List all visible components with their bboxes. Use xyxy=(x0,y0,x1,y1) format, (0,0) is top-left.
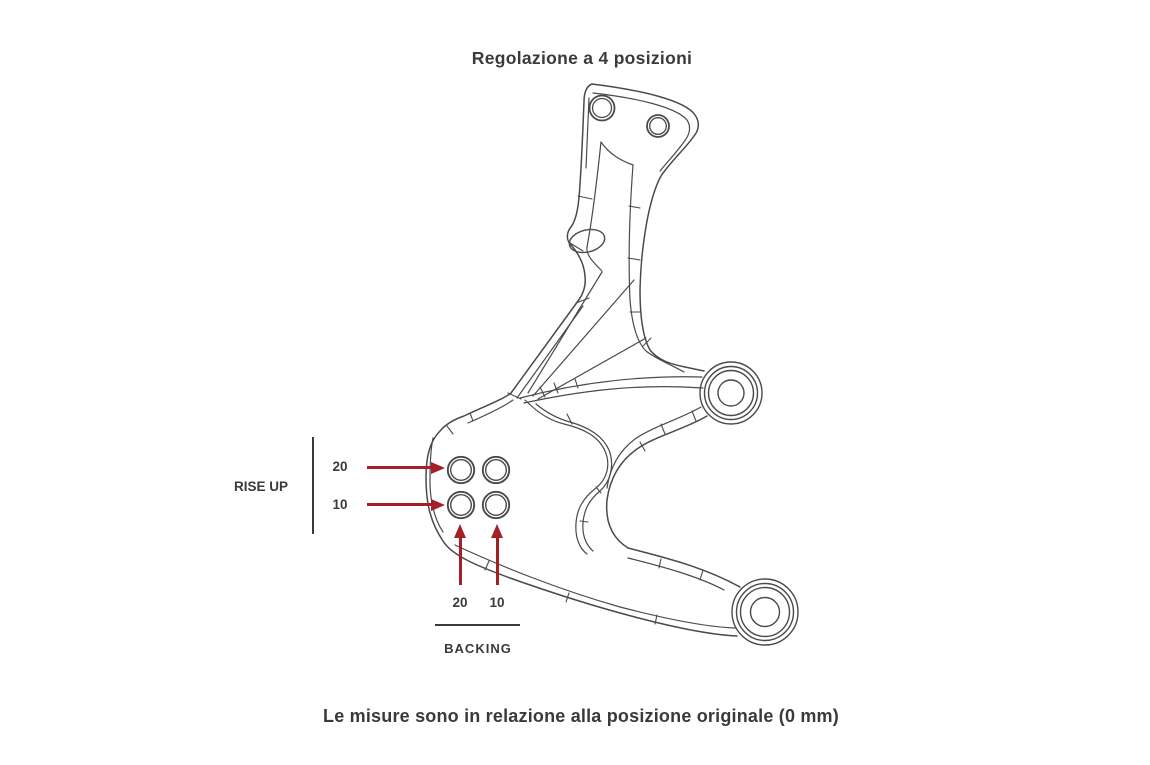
ribbon-outer-edge xyxy=(525,400,608,554)
bottom-arm-top-offset xyxy=(628,558,724,590)
mid-boss-ring-outer xyxy=(700,362,762,424)
web-between-legs xyxy=(601,142,633,165)
bottom-boss-hole xyxy=(751,598,780,627)
adjust-hole-top-left-inner xyxy=(451,460,472,481)
arm-lower-line xyxy=(524,387,703,403)
oval-slot xyxy=(567,226,607,256)
plate-inner-left xyxy=(586,98,589,168)
bottom-boss-ring-outer xyxy=(732,579,798,645)
rise-up-value-10: 10 xyxy=(332,497,348,512)
backing-value-10: 10 xyxy=(489,595,505,610)
top-plate-hole-left xyxy=(590,96,615,121)
adjust-hole-bottom-left-inner xyxy=(451,495,472,516)
adjust-hole-top-right-inner xyxy=(486,460,507,481)
rise-up-label: RISE UP xyxy=(234,479,289,494)
right-arm-inner-offset xyxy=(607,407,701,488)
page-title: Regolazione a 4 posizioni xyxy=(471,48,693,68)
mid-boss-ring-3 xyxy=(709,371,754,416)
adjust-hole-bottom-right-inner xyxy=(486,495,507,516)
bottom-boss-ring-3 xyxy=(741,588,790,637)
surface-tick-marks xyxy=(447,196,703,624)
top-plate-hole-right-inner xyxy=(650,118,667,135)
bracket-outline-top xyxy=(592,84,704,371)
backing-divider-line xyxy=(435,624,520,626)
diagram-caption: Le misure sono in relazione alla posizione originale (0 mm) xyxy=(323,706,839,726)
rise-up-value-20: 20 xyxy=(332,459,348,474)
mid-boss-ring-2 xyxy=(705,367,758,420)
adjust-hole-bottom-right xyxy=(483,492,509,518)
bottom-boss-ring-2 xyxy=(737,584,794,641)
right-leg-inner-edge xyxy=(629,165,684,372)
rise-up-divider-line xyxy=(312,437,314,534)
bracket-outline-sweep xyxy=(607,416,740,587)
top-plate-hole-left-inner xyxy=(593,99,612,118)
backing-label: BACKING xyxy=(444,641,512,656)
left-leg-sliver-line xyxy=(517,306,583,398)
adjust-hole-top-left xyxy=(448,457,474,483)
mid-boss-hole xyxy=(718,380,744,406)
adjust-hole-top-right xyxy=(483,457,509,483)
backing-value-20: 20 xyxy=(452,595,468,610)
adjust-hole-bottom-left xyxy=(448,492,474,518)
strut-line-1 xyxy=(533,280,634,396)
ribbon-inner-edge xyxy=(536,404,612,551)
